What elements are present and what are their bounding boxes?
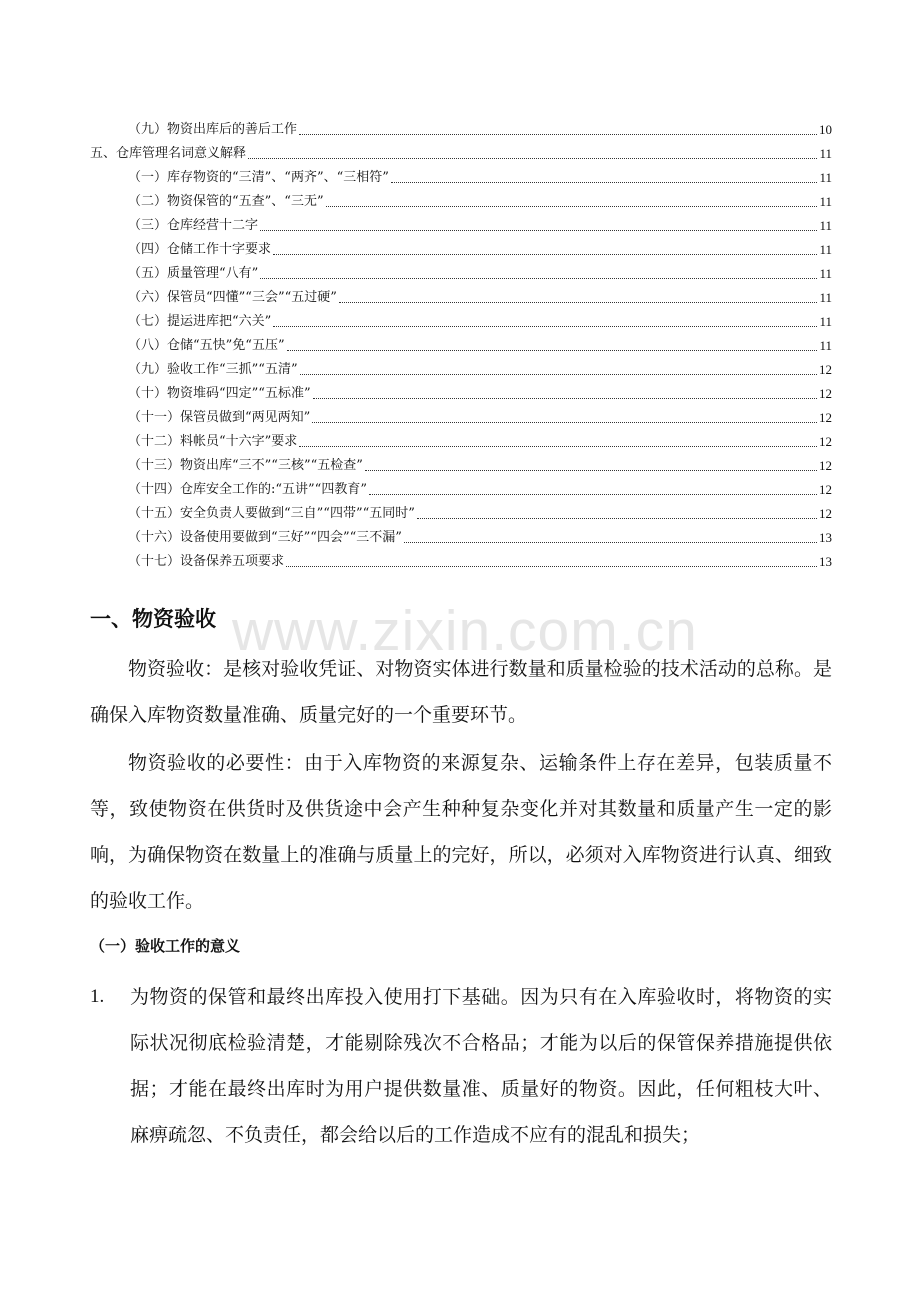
toc-entry-label: （八）仓储“五快”免“五压” — [128, 338, 285, 353]
toc-entry-page: 11 — [819, 314, 832, 329]
toc-leader-dots — [299, 134, 817, 135]
toc-entry-page: 11 — [819, 146, 832, 161]
toc-entry[interactable] — [90, 426, 832, 450]
toc-entry-page: 10 — [819, 122, 832, 137]
toc-entry[interactable] — [90, 258, 832, 282]
toc-entry[interactable] — [90, 498, 832, 522]
toc-entry-label: （十）物资堆码“四定”“五标准” — [128, 386, 311, 401]
list-item-number: 1. — [90, 986, 105, 1007]
toc-entry[interactable] — [90, 450, 832, 474]
paragraph-necessity — [90, 740, 832, 924]
toc-entry-page: 12 — [819, 410, 832, 425]
toc-leader-dots — [273, 326, 817, 327]
toc-entry-page: 11 — [819, 194, 832, 209]
toc-entry-page: 12 — [819, 434, 832, 449]
toc-entry-label: （五）质量管理“八有” — [128, 266, 259, 281]
toc-entry[interactable] — [90, 186, 832, 210]
toc-entry[interactable] — [90, 282, 832, 306]
toc-entry-page: 12 — [819, 482, 832, 497]
toc-entry-page: 11 — [819, 242, 832, 257]
toc-leader-dots — [286, 566, 817, 567]
toc-leader-dots — [299, 446, 817, 447]
toc-entry-label: （十四）仓库安全工作的:“五讲”“四教育” — [128, 482, 367, 497]
toc-entry-label: （六）保管员“四懂”“三会”“五过硬” — [128, 290, 337, 305]
toc-entry[interactable] — [90, 378, 832, 402]
toc-entry[interactable] — [90, 162, 832, 186]
toc-leader-dots — [404, 542, 817, 543]
toc-entry-label: （一）库存物资的“三清”、“两齐”、“三相符” — [128, 170, 389, 185]
toc-entry[interactable] — [90, 354, 832, 378]
paragraph-text: 物资验收：是核对验收凭证、对物资实体进行数量和质量检验的技术活动的总称。是确保入库物资数量准确、质量完好的一个重要环节。 — [90, 658, 832, 726]
toc-entry-page: 12 — [819, 506, 832, 521]
toc-entry-page: 11 — [819, 266, 832, 281]
toc-entry-label: （九）验收工作“三抓”“五清” — [128, 362, 298, 377]
toc-leader-dots — [417, 518, 817, 519]
toc-entry-page: 11 — [819, 170, 832, 185]
toc-leader-dots — [273, 254, 817, 255]
toc-entry[interactable] — [90, 522, 832, 546]
toc-entry-label: 五、仓库管理名词意义解释 — [90, 146, 247, 161]
toc-entry-label: （十五）安全负责人要做到“三自”“四带”“五同时” — [128, 506, 415, 521]
toc-leader-dots — [248, 158, 817, 159]
toc-entry-page: 12 — [819, 386, 832, 401]
toc-entry-label: （十七）设备保养五项要求 — [128, 554, 285, 569]
toc-entry-label: （七）提运进库把“六关” — [128, 314, 272, 329]
toc-entry-label: （十二）料帐员“十六字”要求 — [128, 434, 298, 449]
toc-entry-page: 13 — [819, 554, 832, 569]
toc-entry-page: 12 — [819, 458, 832, 473]
toc-leader-dots — [326, 206, 818, 207]
toc-entry-page: 13 — [819, 530, 832, 545]
toc-leader-dots — [313, 398, 817, 399]
paragraph-text: 物资验收的必要性：由于入库物资的来源复杂、运输条件上存在差异，包装质量不等，致使物资在供货时及供货途中会产生种种复杂变化并对其数量和质量产生一定的影响，为确保物资在数量上的准确与质量上的完好，所以，必须对入库物资进行认真、细致的验收工作。 — [90, 752, 832, 912]
toc-leader-dots — [300, 374, 817, 375]
toc-entry[interactable] — [90, 234, 832, 258]
table-of-contents — [90, 114, 832, 570]
toc-entry[interactable] — [90, 402, 832, 426]
toc-leader-dots — [260, 278, 817, 279]
toc-entry[interactable] — [90, 474, 832, 498]
toc-entry-page: 11 — [819, 338, 832, 353]
section-title: 一、物资验收 — [90, 607, 216, 631]
toc-leader-dots — [391, 182, 818, 183]
toc-entry-label: （四）仓储工作十字要求 — [128, 242, 272, 257]
toc-entry[interactable] — [90, 306, 832, 330]
toc-entry-label: （二）物资保管的“五查”、“三无” — [128, 194, 324, 209]
toc-entry-label: （十三）物资出库“三不”“三核”“五检查” — [128, 458, 363, 473]
toc-entry[interactable] — [90, 114, 832, 138]
toc-leader-dots — [369, 494, 817, 495]
paragraph-definition — [90, 646, 832, 738]
toc-leader-dots — [312, 422, 817, 423]
toc-leader-dots — [287, 350, 818, 351]
toc-entry-label: （十一）保管员做到“两见两知” — [128, 410, 311, 425]
toc-entry[interactable] — [90, 210, 832, 234]
toc-leader-dots — [260, 230, 817, 231]
toc-entry[interactable] — [90, 138, 832, 162]
toc-entry-page: 12 — [819, 362, 832, 377]
subsection-title: （一）验收工作的意义 — [90, 937, 241, 955]
toc-entry-page: 11 — [819, 290, 832, 305]
toc-entry[interactable] — [90, 330, 832, 354]
toc-entry[interactable] — [90, 546, 832, 570]
toc-leader-dots — [339, 302, 818, 303]
watermark: www.zixin.com.cn — [232, 599, 698, 663]
toc-leader-dots — [365, 470, 817, 471]
toc-entry-page: 11 — [819, 218, 832, 233]
list-item-text: 为物资的保管和最终出库投入使用打下基础。因为只有在入库验收时，将物资的实际状况彻底检验清楚，才能剔除残次不合格品；才能为以后的保管保养措施提供依据；才能在最终出库时为用户提供数量准、质量好的物资。因此，任何粗枝大叶、麻痹疏忽、不负责任，都会给以后的工作造成不应有的混乱和损失； — [130, 986, 832, 1146]
toc-entry-label: （九）物资出库后的善后工作 — [128, 122, 298, 137]
toc-entry-label: （三）仓库经营十二字 — [128, 218, 259, 233]
list-item — [90, 974, 832, 1158]
toc-entry-label: （十六）设备使用要做到“三好”“四会”“三不漏” — [128, 530, 402, 545]
